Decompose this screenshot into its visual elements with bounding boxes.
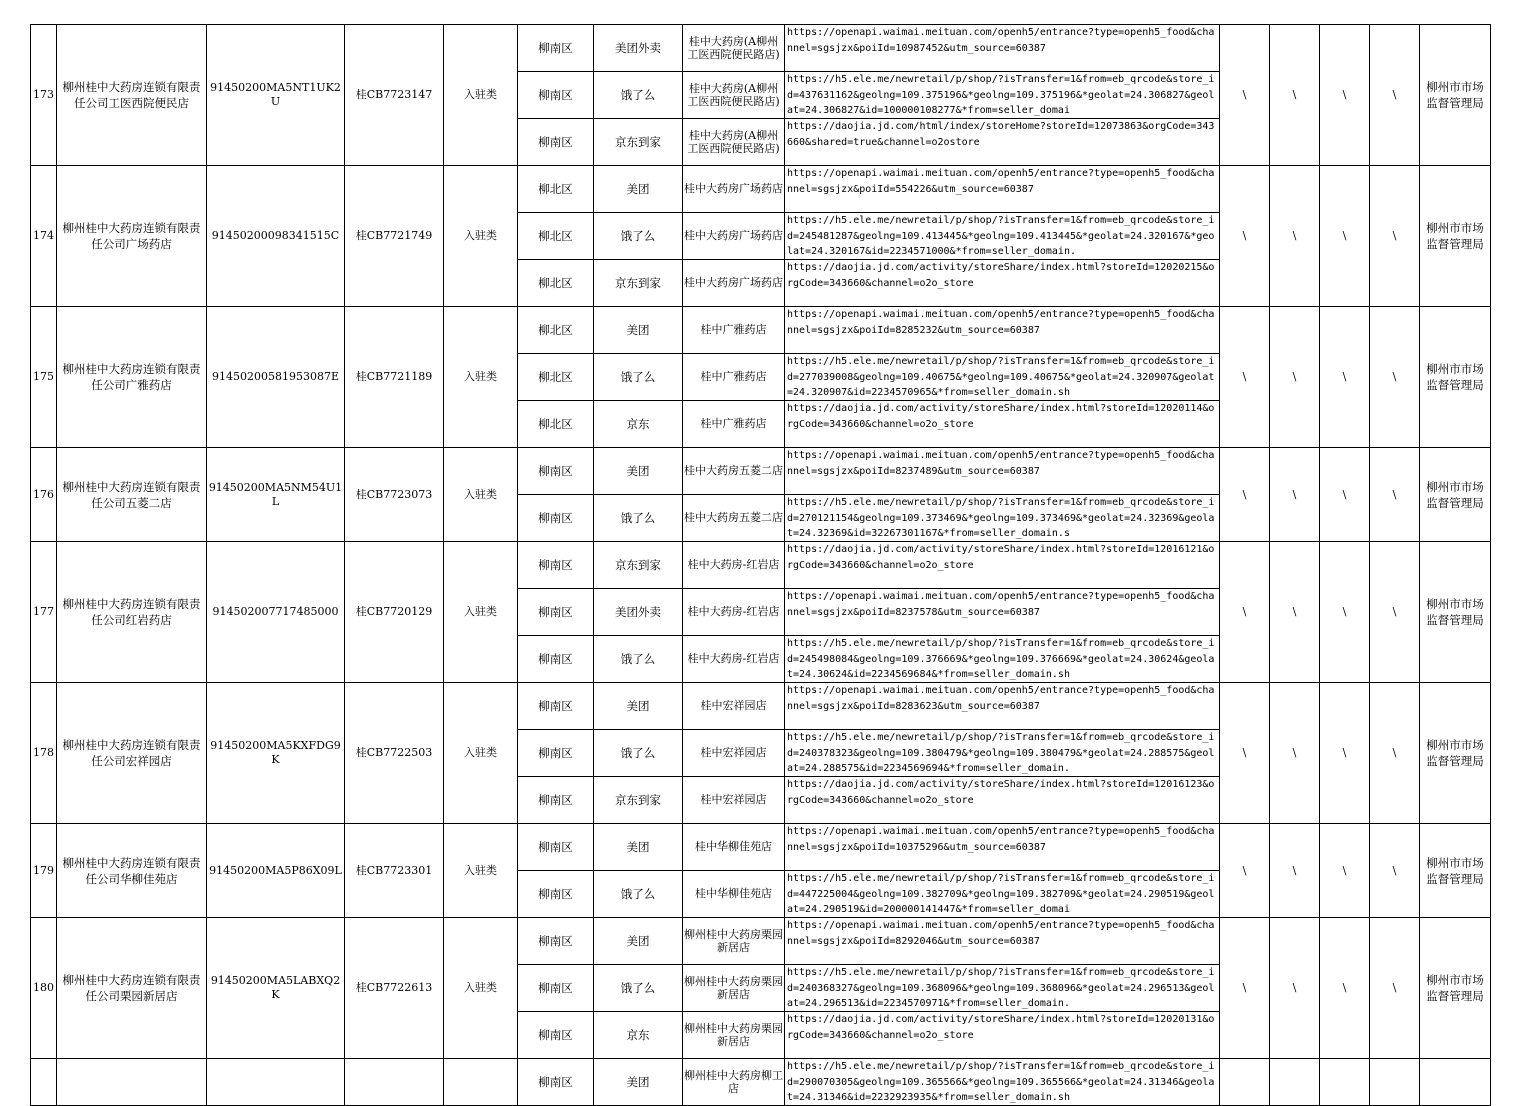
store-url-text: https://daojia.jd.com/html/index/storeHome?storeId=12073863&orgCode=343660&shared=true&channel=o2ostore: [787, 121, 1215, 148]
table-row: [31, 166, 1491, 213]
store-url-text: https://h5.ele.me/newretail/p/shop/?isTransfer=1&from=eb_qrcode&store_id=240368327&geolng=109.368096&*geolng=109.368096&*geolat=24.296513&geolat=24.296513&id=2234570971&*from=seller_domain.: [787, 967, 1215, 1009]
entry-type: [444, 1059, 518, 1106]
store-url-text: https://h5.ele.me/newretail/p/shop/?isTransfer=1&from=eb_qrcode&store_id=245498084&geolng=109.376669&*geolng=109.376669&*geolat=24.30624&geolat=24.30624&id=2234569684&*from=seller_domain.sh: [787, 638, 1215, 680]
extra-cell: [1270, 1059, 1320, 1106]
store-url-text: https://daojia.jd.com/activity/storeShare/index.html?storeId=12020114&orgCode=343660&channel=o2o_store: [787, 403, 1215, 430]
entry-type: 入驻类: [444, 542, 518, 683]
store-url-text: https://h5.ele.me/newretail/p/shop/?isTransfer=1&from=eb_qrcode&store_id=447225004&geolng=109.382709&*geolng=109.382709&*geolat=24.290519&geolat=24.290519&id=200000141447&*from=seller_domai: [787, 873, 1215, 915]
store-url-text: https://h5.ele.me/newretail/p/shop/?isTransfer=1&from=eb_qrcode&store_id=277039008&geolng=109.40675&*geolng=109.40675&*geolat=24.320907&geolat=24.320907&id=2234570965&*from=seller_domain.sh: [787, 356, 1215, 398]
extra-cell: \: [1220, 166, 1270, 307]
license-number: 桂CB7720129: [345, 542, 444, 683]
row-number: 177: [31, 542, 57, 683]
license-number: 桂CB7721189: [345, 307, 444, 448]
district: 柳北区: [518, 401, 594, 448]
store-url: [785, 260, 1220, 307]
store-url-text: https://openapi.waimai.meituan.com/openh5/entrance?type=openh5_food&channel=sgsjzx&poiId=8283623&utm_source=60387: [787, 685, 1215, 712]
table-row: [31, 1059, 1491, 1106]
extra-cell: \: [1270, 166, 1320, 307]
row-number: 175: [31, 307, 57, 448]
company-name: 柳州桂中大药房连锁有限责任公司宏祥园店: [57, 683, 207, 824]
extra-cell: \: [1320, 542, 1370, 683]
platform-name: 美团: [594, 166, 683, 213]
platform-name: 饿了么: [594, 213, 683, 260]
credit-code: 914502007717485000: [207, 542, 345, 683]
store-url: [785, 636, 1220, 683]
extra-cell: [1220, 1059, 1270, 1106]
store-url-text: https://openapi.waimai.meituan.com/openh5/entrance?type=openh5_food&channel=sgsjzx&poiId=554226&utm_source=60387: [787, 168, 1215, 195]
table-row: [31, 683, 1491, 730]
store-name: 柳州桂中大药房栗园新居店: [683, 965, 785, 1012]
store-name: 桂中大药房广场药店: [683, 213, 785, 260]
license-number: 桂CB7723147: [345, 25, 444, 166]
entry-type: 入驻类: [444, 166, 518, 307]
row-number: [31, 1059, 57, 1106]
extra-cell: \: [1270, 25, 1320, 166]
table-row: [31, 448, 1491, 495]
store-url: [785, 777, 1220, 824]
district: 柳南区: [518, 918, 594, 965]
extra-cell: \: [1270, 683, 1320, 824]
extra-cell: \: [1220, 448, 1270, 542]
company-name: 柳州桂中大药房连锁有限责任公司五菱二店: [57, 448, 207, 542]
company-name: 柳州桂中大药房连锁有限责任公司广场药店: [57, 166, 207, 307]
company-name: 柳州桂中大药房连锁有限责任公司广雅药店: [57, 307, 207, 448]
extra-cell: \: [1370, 25, 1420, 166]
records-table: [30, 24, 1491, 1106]
store-url: [785, 1059, 1220, 1106]
district: 柳南区: [518, 72, 594, 119]
district: 柳南区: [518, 589, 594, 636]
store-url-text: https://openapi.waimai.meituan.com/openh5/entrance?type=openh5_food&channel=sgsjzx&poiId=10987452&utm_source=60387: [787, 27, 1215, 54]
district: 柳南区: [518, 448, 594, 495]
district: 柳南区: [518, 119, 594, 166]
store-url: [785, 307, 1220, 354]
store-url: [785, 72, 1220, 119]
platform-name: 京东到家: [594, 542, 683, 589]
store-name: 桂中大药房(A柳州工医西院便民路店): [683, 72, 785, 119]
platform-name: 京东到家: [594, 777, 683, 824]
extra-cell: \: [1270, 824, 1320, 918]
store-name: 桂中大药房(A柳州工医西院便民路店): [683, 119, 785, 166]
license-number: 桂CB7723301: [345, 824, 444, 918]
store-url-text: https://daojia.jd.com/activity/storeShare/index.html?storeId=12020131&orgCode=343660&channel=o2o_store: [787, 1014, 1215, 1041]
extra-cell: \: [1320, 25, 1370, 166]
authority: 柳州市市场监督管理局: [1420, 448, 1491, 542]
platform-name: 美团外卖: [594, 589, 683, 636]
platform-name: 饿了么: [594, 354, 683, 401]
district: 柳南区: [518, 1059, 594, 1106]
row-number: 178: [31, 683, 57, 824]
store-url-text: https://openapi.waimai.meituan.com/openh5/entrance?type=openh5_food&channel=sgsjzx&poiId=8292046&utm_source=60387: [787, 920, 1215, 947]
platform-name: 饿了么: [594, 495, 683, 542]
row-number: 179: [31, 824, 57, 918]
platform-name: 京东: [594, 401, 683, 448]
entry-type: 入驻类: [444, 683, 518, 824]
platform-name: 美团: [594, 918, 683, 965]
entry-type: 入驻类: [444, 918, 518, 1059]
store-name: 桂中华柳佳苑店: [683, 824, 785, 871]
credit-code: 91450200MA5NT1UK2U: [207, 25, 345, 166]
store-url-text: https://openapi.waimai.meituan.com/openh5/entrance?type=openh5_food&channel=sgsjzx&poiId=8285232&utm_source=60387: [787, 309, 1215, 336]
extra-cell: \: [1320, 448, 1370, 542]
store-url: [785, 119, 1220, 166]
store-url: [785, 1012, 1220, 1059]
store-url: [785, 918, 1220, 965]
extra-cell: \: [1220, 918, 1270, 1059]
authority: 柳州市市场监督管理局: [1420, 307, 1491, 448]
license-number: 桂CB7722613: [345, 918, 444, 1059]
table-row: [31, 25, 1491, 72]
row-number: 176: [31, 448, 57, 542]
extra-cell: \: [1220, 542, 1270, 683]
district: 柳北区: [518, 307, 594, 354]
district: 柳北区: [518, 166, 594, 213]
store-url: [785, 213, 1220, 260]
store-name: 桂中大药房-红岩店: [683, 636, 785, 683]
extra-cell: \: [1370, 448, 1420, 542]
company-name: 柳州桂中大药房连锁有限责任公司工医西院便民店: [57, 25, 207, 166]
company-name: 柳州桂中大药房连锁有限责任公司栗园新居店: [57, 918, 207, 1059]
store-name: 桂中宏祥园店: [683, 777, 785, 824]
company-name: [57, 1059, 207, 1106]
store-name: 桂中大药房广场药店: [683, 166, 785, 213]
store-name: 桂中大药房广场药店: [683, 260, 785, 307]
store-name: 柳州桂中大药房柳工店: [683, 1059, 785, 1106]
extra-cell: \: [1370, 542, 1420, 683]
district: 柳南区: [518, 25, 594, 72]
extra-cell: \: [1220, 683, 1270, 824]
store-url-text: https://h5.ele.me/newretail/p/shop/?isTransfer=1&from=eb_qrcode&store_id=290070305&geolng=109.365566&*geolng=109.365566&*geolat=24.31346&geolat=24.31346&id=2232923935&*from=seller_domain.sh: [787, 1061, 1215, 1103]
table-row: [31, 542, 1491, 589]
store-url-text: https://h5.ele.me/newretail/p/shop/?isTransfer=1&from=eb_qrcode&store_id=437631162&geolng=109.375196&*geolng=109.375196&*geolat=24.306827&geolat=24.306827&id=100000108277&*from=seller_domai: [787, 74, 1215, 116]
entry-type: 入驻类: [444, 25, 518, 166]
store-url-text: https://h5.ele.me/newretail/p/shop/?isTransfer=1&from=eb_qrcode&store_id=240378323&geolng=109.380479&*geolng=109.380479&*geolat=24.288575&geolat=24.288575&id=2234569694&*from=seller_domain.: [787, 732, 1215, 774]
district: 柳南区: [518, 542, 594, 589]
extra-cell: \: [1370, 166, 1420, 307]
store-url: [785, 824, 1220, 871]
extra-cell: \: [1270, 542, 1320, 683]
extra-cell: \: [1320, 166, 1370, 307]
district: 柳南区: [518, 730, 594, 777]
platform-name: 美团外卖: [594, 25, 683, 72]
store-name: 桂中宏祥园店: [683, 683, 785, 730]
platform-name: 饿了么: [594, 871, 683, 918]
platform-name: 美团: [594, 1059, 683, 1106]
authority: 柳州市市场监督管理局: [1420, 166, 1491, 307]
platform-name: 京东到家: [594, 119, 683, 166]
store-url: [785, 965, 1220, 1012]
credit-code: 91450200MA5NM54U1L: [207, 448, 345, 542]
store-url: [785, 354, 1220, 401]
district: 柳北区: [518, 354, 594, 401]
platform-name: 饿了么: [594, 730, 683, 777]
extra-cell: \: [1370, 824, 1420, 918]
platform-name: 美团: [594, 448, 683, 495]
platform-name: 美团: [594, 824, 683, 871]
platform-name: 美团: [594, 683, 683, 730]
district: 柳南区: [518, 683, 594, 730]
entry-type: 入驻类: [444, 448, 518, 542]
store-url: [785, 683, 1220, 730]
row-number: 180: [31, 918, 57, 1059]
store-url: [785, 495, 1220, 542]
extra-cell: \: [1320, 683, 1370, 824]
store-url: [785, 871, 1220, 918]
authority: 柳州市市场监督管理局: [1420, 25, 1491, 166]
store-url: [785, 542, 1220, 589]
extra-cell: \: [1320, 307, 1370, 448]
district: 柳南区: [518, 777, 594, 824]
store-name: 桂中宏祥园店: [683, 730, 785, 777]
store-name: 桂中大药房(A柳州工医西院便民路店): [683, 25, 785, 72]
store-name: 柳州桂中大药房栗园新居店: [683, 918, 785, 965]
store-name: 桂中大药房-红岩店: [683, 542, 785, 589]
extra-cell: \: [1320, 824, 1370, 918]
store-name: 柳州桂中大药房栗园新居店: [683, 1012, 785, 1059]
table-row: [31, 307, 1491, 354]
store-url-text: https://daojia.jd.com/activity/storeShare/index.html?storeId=12016121&orgCode=343660&channel=o2o_store: [787, 544, 1215, 571]
store-url: [785, 166, 1220, 213]
store-name: 桂中大药房五菱二店: [683, 448, 785, 495]
store-url-text: https://h5.ele.me/newretail/p/shop/?isTransfer=1&from=eb_qrcode&store_id=270121154&geolng=109.373469&*geolng=109.373469&*geolat=24.32369&geolat=24.32369&id=32267301167&*from=seller_domain.s: [787, 497, 1215, 539]
store-url: [785, 448, 1220, 495]
store-name: 桂中大药房-红岩店: [683, 589, 785, 636]
extra-cell: \: [1270, 448, 1320, 542]
store-name: 桂中大药房五菱二店: [683, 495, 785, 542]
store-url: [785, 589, 1220, 636]
platform-name: 京东: [594, 1012, 683, 1059]
store-name: 桂中广雅药店: [683, 354, 785, 401]
extra-cell: \: [1220, 307, 1270, 448]
extra-cell: \: [1220, 25, 1270, 166]
store-url-text: https://h5.ele.me/newretail/p/shop/?isTransfer=1&from=eb_qrcode&store_id=245481287&geolng=109.413445&*geolng=109.413445&*geolat=24.320167&*geolat=24.320167&id=2234571000&*from=seller_domain.: [787, 215, 1215, 257]
district: 柳南区: [518, 965, 594, 1012]
district: 柳南区: [518, 871, 594, 918]
extra-cell: \: [1370, 918, 1420, 1059]
authority: [1420, 1059, 1491, 1106]
credit-code: 91450200MA5LABXQ2K: [207, 918, 345, 1059]
credit-code: 91450200098341515C: [207, 166, 345, 307]
extra-cell: [1320, 1059, 1370, 1106]
credit-code: 91450200581953087E: [207, 307, 345, 448]
extra-cell: \: [1220, 824, 1270, 918]
platform-name: 饿了么: [594, 636, 683, 683]
row-number: 174: [31, 166, 57, 307]
store-name: 桂中华柳佳苑店: [683, 871, 785, 918]
company-name: 柳州桂中大药房连锁有限责任公司红岩药店: [57, 542, 207, 683]
credit-code: [207, 1059, 345, 1106]
company-name: 柳州桂中大药房连锁有限责任公司华柳佳苑店: [57, 824, 207, 918]
store-url: [785, 401, 1220, 448]
authority: 柳州市市场监督管理局: [1420, 683, 1491, 824]
platform-name: 饿了么: [594, 72, 683, 119]
district: 柳南区: [518, 495, 594, 542]
store-url-text: https://daojia.jd.com/activity/storeShare/index.html?storeId=12020215&orgCode=343660&channel=o2o_store: [787, 262, 1215, 289]
credit-code: 91450200MA5KXFDG9K: [207, 683, 345, 824]
store-url: [785, 25, 1220, 72]
entry-type: 入驻类: [444, 307, 518, 448]
store-url-text: https://daojia.jd.com/activity/storeShare/index.html?storeId=12016123&orgCode=343660&channel=o2o_store: [787, 779, 1215, 806]
table-row: [31, 824, 1491, 871]
extra-cell: \: [1320, 918, 1370, 1059]
platform-name: 美团: [594, 307, 683, 354]
authority: 柳州市市场监督管理局: [1420, 824, 1491, 918]
table-row: [31, 918, 1491, 965]
district: 柳南区: [518, 1012, 594, 1059]
store-url-text: https://openapi.waimai.meituan.com/openh5/entrance?type=openh5_food&channel=sgsjzx&poiId=10375296&utm_source=60387: [787, 826, 1215, 853]
credit-code: 91450200MA5P86X09L: [207, 824, 345, 918]
district: 柳北区: [518, 213, 594, 260]
store-name: 桂中广雅药店: [683, 401, 785, 448]
license-number: 桂CB7722503: [345, 683, 444, 824]
extra-cell: \: [1270, 918, 1320, 1059]
district: 柳北区: [518, 260, 594, 307]
district: 柳南区: [518, 824, 594, 871]
authority: 柳州市市场监督管理局: [1420, 918, 1491, 1059]
extra-cell: \: [1370, 307, 1420, 448]
platform-name: 饿了么: [594, 965, 683, 1012]
license-number: 桂CB7723073: [345, 448, 444, 542]
authority: 柳州市市场监督管理局: [1420, 542, 1491, 683]
row-number: 173: [31, 25, 57, 166]
extra-cell: \: [1370, 683, 1420, 824]
store-url-text: https://openapi.waimai.meituan.com/openh5/entrance?type=openh5_food&channel=sgsjzx&poiId=8237578&utm_source=60387: [787, 591, 1215, 618]
extra-cell: \: [1270, 307, 1320, 448]
platform-name: 京东到家: [594, 260, 683, 307]
entry-type: 入驻类: [444, 824, 518, 918]
license-number: 桂CB7721749: [345, 166, 444, 307]
store-name: 桂中广雅药店: [683, 307, 785, 354]
district: 柳南区: [518, 636, 594, 683]
extra-cell: [1370, 1059, 1420, 1106]
store-url-text: https://openapi.waimai.meituan.com/openh5/entrance?type=openh5_food&channel=sgsjzx&poiId=8237489&utm_source=60387: [787, 450, 1215, 477]
license-number: [345, 1059, 444, 1106]
store-url: [785, 730, 1220, 777]
